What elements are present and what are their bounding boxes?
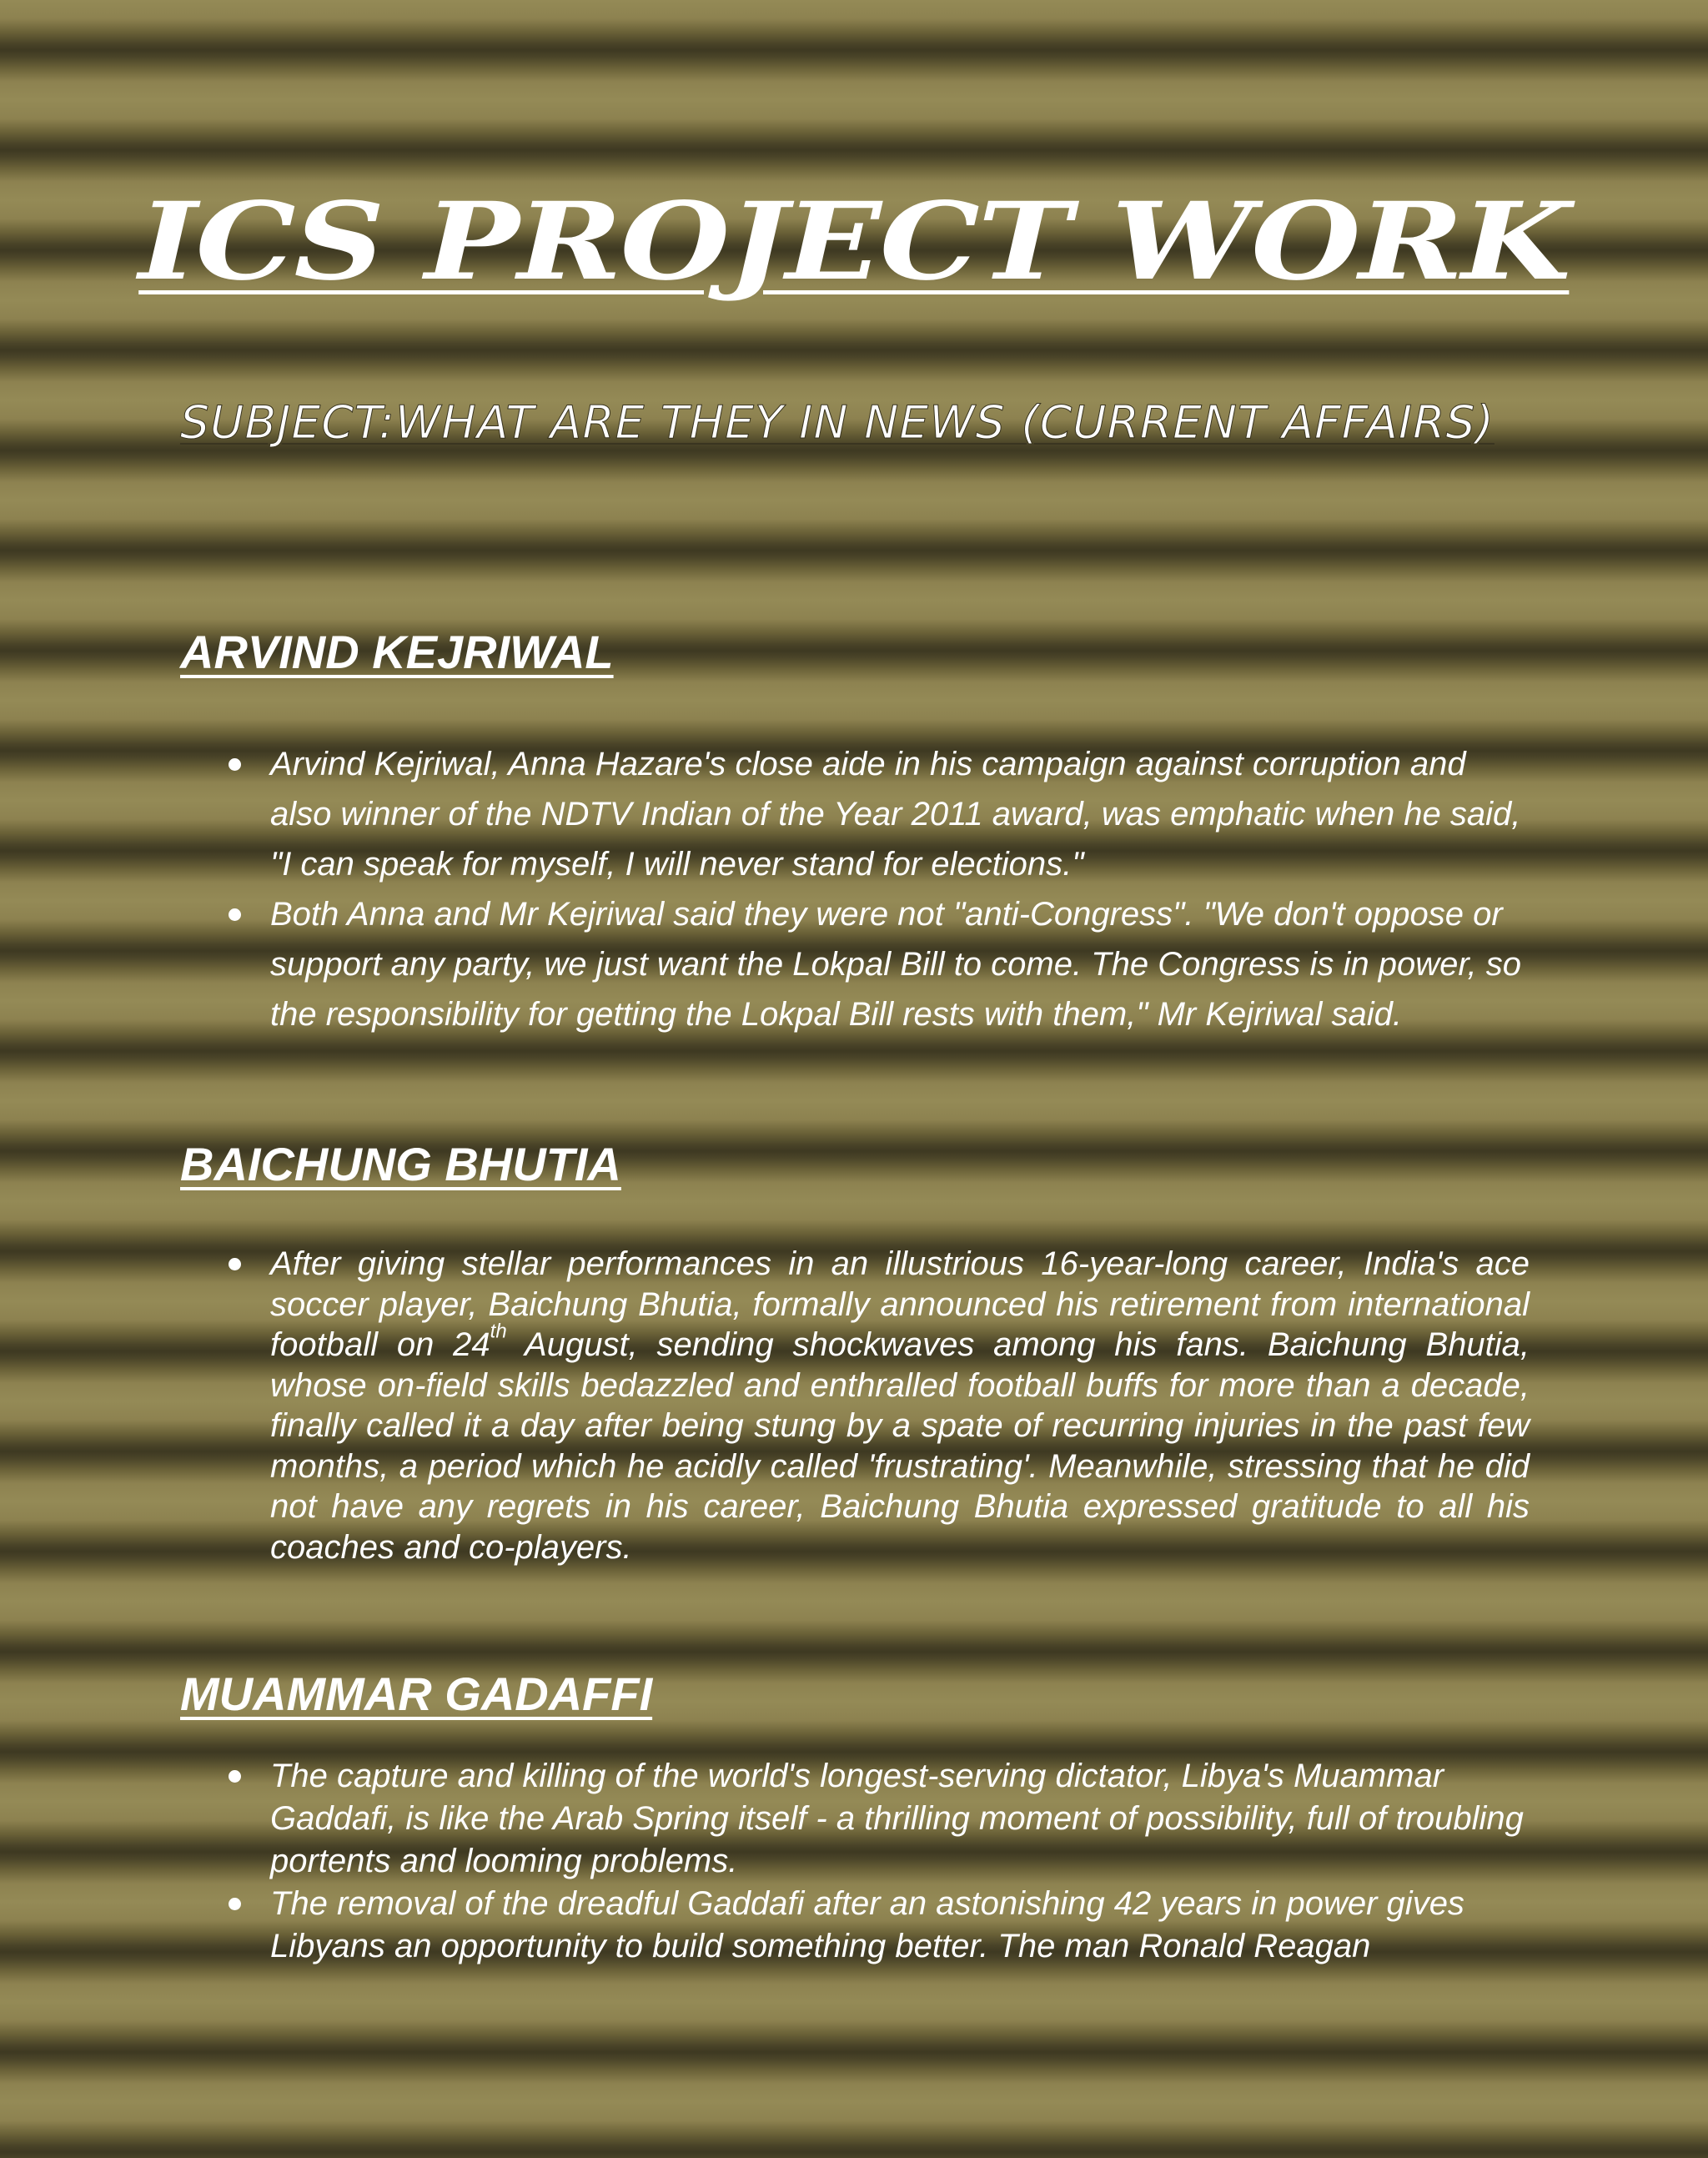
section-heading-arvind-kejriwal: ARVIND KEJRIWAL [180,626,614,678]
bullet-icon [229,908,241,921]
bullet-icon [229,1770,241,1783]
list-item [180,889,1530,1039]
list-item [180,739,1530,889]
list-item-text: Both Anna and Mr Kejriwal said they were not "anti-Congress". "We don't oppose or support any party, we just want the Lokpal Bill to come. The Congress is in power, so the responsibility for getting the Lokpal Bill rests with them," Mr Kejriwal said. [270,896,1521,1033]
list-item [180,1244,1530,1567]
bullet-list-baichung-bhutia [180,1244,1530,1567]
ordinal-superscript: th [490,1320,507,1343]
list-item-text: The removal of the dreadful Gaddafi after an astonishing 42 years in power gives Libyans an opportunity to build something better. The man Ronald Reagan [270,1885,1464,1964]
bullet-icon [229,1898,241,1910]
bullet-list-muammar-gadaffi [180,1755,1530,1968]
list-item-text: The capture and killing of the world's longest-serving dictator, Libya's Muammar Gaddafi, is like the Arab Spring itself - a thrilling moment of possibility, full of troubling portents and looming problems. [270,1758,1524,1879]
page-title-text: ICS PROJECT WORK [138,179,1570,304]
subject-line: SUBJECT:WHAT ARE THEY IN NEWS (CURRENT AFFAIRS) [180,396,1494,449]
bullet-list-arvind-kejriwal [180,739,1530,1039]
list-item [180,1755,1530,1883]
bullet-icon [229,758,241,771]
list-item-text-part-1: After giving stellar performances in an illustrious 16-year-long career, India's ace soccer player, Baichung Bhutia, formally announced his retirement from international football on 24 [270,1245,1530,1363]
section-heading-muammar-gadaffi: MUAMMAR GADAFFI [180,1668,653,1720]
list-item [180,1883,1530,1968]
page-title [0,179,1708,304]
list-item-text: Arvind Kejriwal, Anna Hazare's close aide in his campaign against corruption and also winner of the NDTV Indian of the Year 2011 award, was emphatic when he said, "I can speak for myself, I will never stand for elections." [270,746,1521,883]
bullet-icon [229,1258,241,1270]
list-item-text-part-2: August, sending shockwaves among his fans. Baichung Bhutia, whose on-field skills bedazzled and enthralled football buffs for more than a decade, finally called it a day after being stung by a spate of recurring injuries in the past few months, a period which he acidly called 'frustrating'. Meanwhile, stressing that he did not have any regrets in his career, Baichung Bhutia expressed gratitude to all his coaches and co-players. [270,1326,1530,1566]
section-heading-baichung-bhutia: BAICHUNG BHUTIA [180,1138,621,1190]
